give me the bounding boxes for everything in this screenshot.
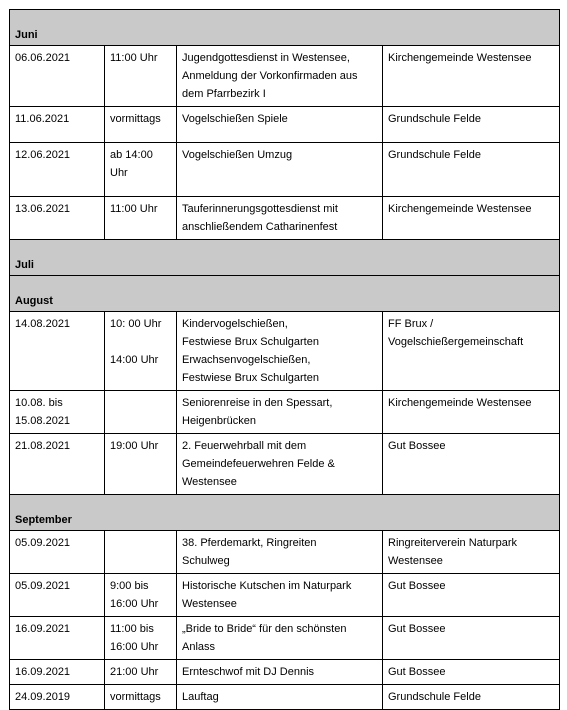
- cell-org: [383, 46, 560, 107]
- time-line: 21:00 Uhr: [110, 666, 159, 678]
- event-line: Kindervogelschießen,: [182, 318, 288, 330]
- time-line: 11:00 bis: [110, 623, 154, 635]
- cell-event: [177, 391, 383, 434]
- time-line: [110, 333, 171, 351]
- cell-org: [383, 107, 560, 143]
- cell-org: [383, 531, 560, 574]
- date-line: 10.08. bis: [15, 397, 63, 409]
- month-header-row: [10, 10, 560, 46]
- cell-org: [383, 617, 560, 660]
- cell-event: [177, 197, 383, 240]
- time-line: vormittags: [110, 691, 161, 703]
- time-line: 14:00 Uhr: [110, 354, 159, 366]
- cell-time: [105, 143, 177, 197]
- cell-event: [177, 660, 383, 685]
- cell-time: [105, 574, 177, 617]
- cell-date: [10, 660, 105, 685]
- cell-event: [177, 46, 383, 107]
- table-row: [10, 660, 560, 685]
- date-line: 05.09.2021: [15, 537, 71, 549]
- org-line: Kirchengemeinde Westensee: [388, 397, 532, 409]
- month-header-row: [10, 495, 560, 531]
- time-line: 16:00 Uhr: [110, 598, 159, 610]
- event-line: Westensee: [182, 598, 237, 610]
- event-line: Vogelschießen Umzug: [182, 149, 293, 161]
- event-line: Gemeindefeuerwehren Felde &: [182, 458, 335, 470]
- cell-org: [383, 660, 560, 685]
- cell-date: [10, 391, 105, 434]
- month-header-row: [10, 276, 560, 312]
- table-row: [10, 143, 560, 197]
- event-line: Erwachsenvogelschießen,: [182, 354, 311, 366]
- cell-org: [383, 312, 560, 391]
- cell-time: [105, 685, 177, 710]
- cell-org: [383, 391, 560, 434]
- month-title: September: [10, 495, 560, 531]
- date-line: 13.06.2021: [15, 203, 71, 215]
- event-line: Heigenbrücken: [182, 415, 256, 427]
- event-table-body: [10, 10, 560, 710]
- time-line: 11:00 Uhr: [110, 203, 158, 215]
- event-line: 38. Pferdemarkt, Ringreiten: [182, 537, 317, 549]
- event-line: Schulweg: [182, 555, 230, 567]
- event-line: Seniorenreise in den Spessart,: [182, 397, 333, 409]
- time-line: Uhr: [110, 167, 128, 179]
- org-line: Kirchengemeinde Westensee: [388, 52, 532, 64]
- date-line: 11.06.2021: [15, 113, 70, 125]
- time-line: 19:00 Uhr: [110, 440, 159, 452]
- cell-time: [105, 617, 177, 660]
- cell-date: [10, 617, 105, 660]
- cell-date: [10, 312, 105, 391]
- time-line: 9:00 bis: [110, 580, 149, 592]
- event-line: Ernteschwof mit DJ Dennis: [182, 666, 315, 678]
- org-line: Ringreiterverein Naturpark: [388, 537, 517, 549]
- org-line: Gut Bossee: [388, 666, 446, 678]
- cell-org: [383, 434, 560, 495]
- cell-org: [383, 143, 560, 197]
- cell-date: [10, 46, 105, 107]
- cell-event: [177, 312, 383, 391]
- cell-date: [10, 434, 105, 495]
- cell-org: [383, 685, 560, 710]
- table-row: [10, 531, 560, 574]
- event-calendar: [9, 9, 559, 710]
- date-line: 16.09.2021: [15, 623, 71, 635]
- cell-time: [105, 391, 177, 434]
- cell-event: [177, 531, 383, 574]
- time-line: vormittags: [110, 113, 161, 125]
- cell-date: [10, 143, 105, 197]
- event-line: anschließendem Catharinenfest: [182, 221, 338, 233]
- cell-date: [10, 685, 105, 710]
- date-line: 16.09.2021: [15, 666, 71, 678]
- table-row: [10, 391, 560, 434]
- org-line: Gut Bossee: [388, 580, 446, 592]
- cell-date: [10, 197, 105, 240]
- event-line: Anmeldung der Vorkonfirmaden aus: [182, 70, 358, 82]
- cell-event: [177, 143, 383, 197]
- event-line: Jugendgottesdienst in Westensee,: [182, 52, 350, 64]
- date-line: 14.08.2021: [15, 318, 71, 330]
- org-line: FF Brux /: [388, 318, 434, 330]
- event-table: [9, 9, 560, 710]
- time-line: ab 14:00: [110, 149, 153, 161]
- table-row: [10, 107, 560, 143]
- cell-event: [177, 107, 383, 143]
- time-line: 10: 00 Uhr: [110, 318, 162, 330]
- event-line: Historische Kutschen im Naturpark: [182, 580, 352, 592]
- table-row: [10, 434, 560, 495]
- date-line: 05.09.2021: [15, 580, 71, 592]
- event-line: „Bride to Bride“ für den schönsten: [182, 623, 347, 635]
- date-line: 06.06.2021: [15, 52, 71, 64]
- cell-org: [383, 574, 560, 617]
- event-line: Westensee: [182, 476, 237, 488]
- cell-time: [105, 312, 177, 391]
- time-line: 16:00 Uhr: [110, 641, 159, 653]
- month-title: Juni: [10, 10, 560, 46]
- cell-event: [177, 434, 383, 495]
- month-header-row: [10, 240, 560, 276]
- org-line: Gut Bossee: [388, 440, 446, 452]
- event-line: dem Pfarrbezirk I: [182, 88, 266, 100]
- event-line: Lauftag: [182, 691, 219, 703]
- table-row: [10, 312, 560, 391]
- event-line: Festwiese Brux Schulgarten: [182, 336, 319, 348]
- table-row: [10, 197, 560, 240]
- cell-time: [105, 660, 177, 685]
- org-line: Grundschule Felde: [388, 149, 481, 161]
- event-line: Tauferinnerungsgottesdienst mit: [182, 203, 338, 215]
- cell-time: [105, 46, 177, 107]
- cell-time: [105, 531, 177, 574]
- cell-time: [105, 107, 177, 143]
- date-line: 12.06.2021: [15, 149, 71, 161]
- date-line: 21.08.2021: [15, 440, 71, 452]
- event-line: Vogelschießen Spiele: [182, 113, 288, 125]
- month-title: Juli: [10, 240, 560, 276]
- cell-date: [10, 574, 105, 617]
- cell-event: [177, 574, 383, 617]
- org-line: Westensee: [388, 555, 443, 567]
- event-line: Festwiese Brux Schulgarten: [182, 372, 319, 384]
- date-line: 15.08.2021: [15, 415, 71, 427]
- org-line: Grundschule Felde: [388, 113, 481, 125]
- date-line: 24.09.2019: [15, 691, 71, 703]
- time-line: 11:00 Uhr: [110, 52, 158, 64]
- table-row: [10, 46, 560, 107]
- cell-date: [10, 107, 105, 143]
- cell-org: [383, 197, 560, 240]
- table-row: [10, 617, 560, 660]
- month-title: August: [10, 276, 560, 312]
- org-line: Kirchengemeinde Westensee: [388, 203, 532, 215]
- cell-event: [177, 617, 383, 660]
- cell-time: [105, 197, 177, 240]
- event-line: 2. Feuerwehrball mit dem: [182, 440, 307, 452]
- org-line: Grundschule Felde: [388, 691, 481, 703]
- org-line: Gut Bossee: [388, 623, 446, 635]
- table-row: [10, 685, 560, 710]
- event-line: Anlass: [182, 641, 216, 653]
- cell-date: [10, 531, 105, 574]
- table-row: [10, 574, 560, 617]
- org-line: Vogelschießergemeinschaft: [388, 336, 524, 348]
- cell-time: [105, 434, 177, 495]
- cell-event: [177, 685, 383, 710]
